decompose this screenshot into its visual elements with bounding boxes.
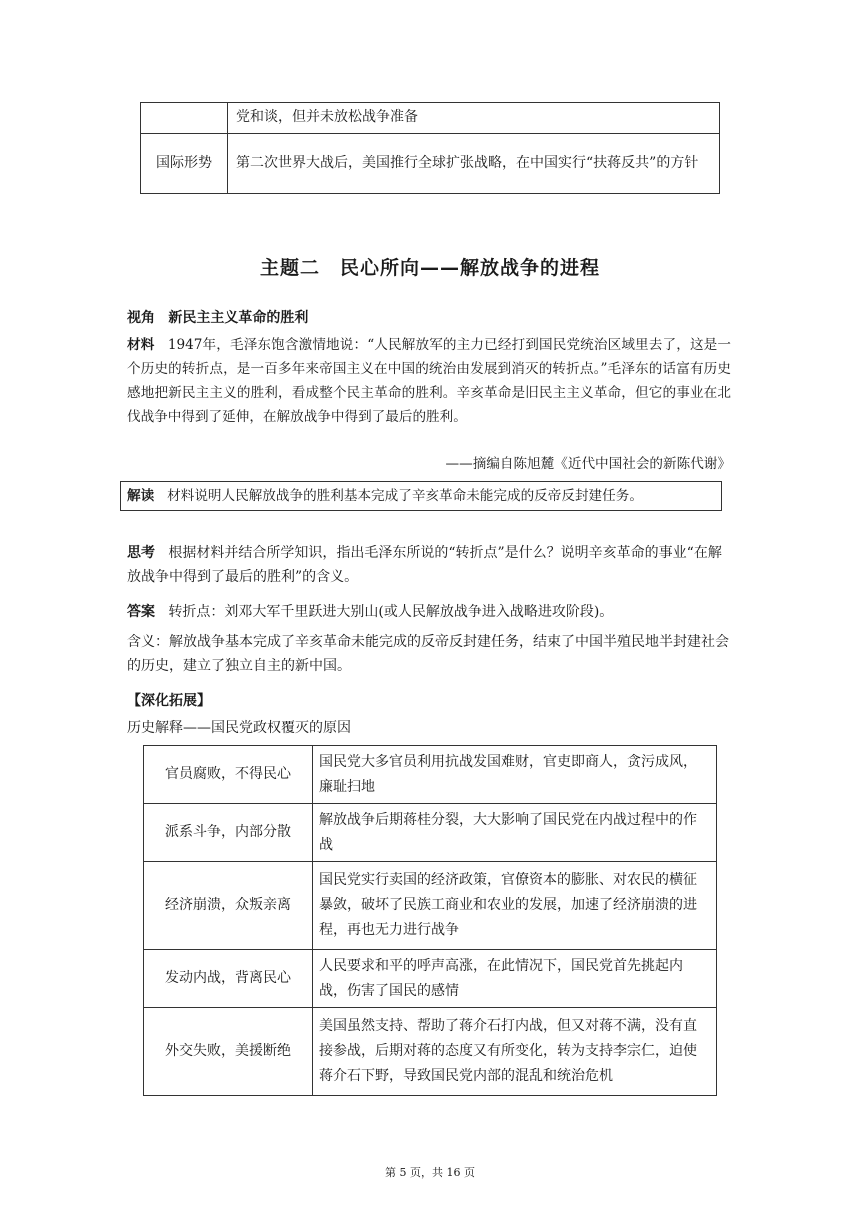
interpretation-box — [120, 481, 722, 511]
table-cell: 第二次世界大战后，美国推行全球扩张战略，在中国实行“扶蒋反共”的方针 — [228, 134, 720, 194]
answer-line — [127, 600, 731, 624]
page-footer: 第 5 页，共 16 页 — [385, 1166, 475, 1179]
perspective-line — [127, 306, 731, 330]
table-cell: 党和谈，但并未放松战争准备 — [228, 103, 720, 134]
table-cell-empty — [141, 103, 228, 134]
cause-cell: 官员腐败，不得民心 — [144, 746, 313, 804]
extension-label: 【深化拓展】 — [127, 693, 211, 709]
cause-cell: 经济崩溃，众叛亲离 — [144, 862, 313, 950]
causes-table — [143, 745, 717, 1096]
material-paragraph — [127, 333, 731, 429]
material-label: 材料 — [127, 337, 155, 353]
answer-text: 转折点：刘邓大军千里跃进大别山(或人民解放战争进入战略进攻阶段)。 — [168, 604, 614, 620]
answer-meaning: 含义：解放战争基本完成了辛亥革命未能完成的反帝反封建任务，结束了中国半殖民地半封建社会的历史，建立了独立自主的新中国。 — [127, 634, 729, 674]
cause-cell: 发动内战，背离民心 — [144, 950, 313, 1008]
table-cell-label: 国际形势 — [141, 134, 228, 194]
detail-cell: 人民要求和平的呼声高涨，在此情况下，国民党首先挑起内战，伤害了国民的感情 — [313, 950, 717, 1008]
detail-cell: 美国虽然支持、帮助了蒋介石打内战，但又对蒋不满，没有直接参战，后期对蒋的态度又有所变化，转为支持李宗仁，迫使蒋介石下野，导致国民党内部的混乱和统治危机 — [313, 1008, 717, 1096]
table-row — [144, 862, 717, 950]
extension-subtitle: 历史解释——国民党政权覆灭的原因 — [127, 720, 351, 736]
material-text: 1947年，毛泽东饱含激情地说：“人民解放军的主力已经打到国民党统治区域里去了，这是一个历史的转折点，是一百多年来帝国主义在中国的统治由发展到消灭的转折点。”毛泽东的话富有历史感地把新民主主义的胜利，看成整个民主革命的胜利。辛亥革命是旧民主主义革命，但它的事业在北伐战争中得到了延伸，在解放战争中得到了最后的胜利。 — [127, 337, 731, 425]
interpretation-text: 材料说明人民解放战争的胜利基本完成了辛亥革命未能完成的反帝反封建任务。 — [167, 488, 643, 504]
section-heading: 主题二 民心所向——解放战争的进程 — [259, 257, 600, 279]
perspective-label: 视角 — [127, 310, 155, 326]
detail-cell: 国民党实行卖国的经济政策，官僚资本的膨胀、对农民的横征暴敛，破坏了民族工商业和农业的发展，加速了经济崩溃的进程，再也无力进行战争 — [313, 862, 717, 950]
interpretation-label: 解读 — [127, 488, 155, 504]
question-label: 思考 — [127, 545, 155, 561]
table-row — [141, 103, 720, 134]
table-row — [144, 950, 717, 1008]
cause-cell: 派系斗争，内部分散 — [144, 804, 313, 862]
cause-cell: 外交失败，美援断绝 — [144, 1008, 313, 1096]
top-table — [140, 102, 720, 194]
question-text: 根据材料并结合所学知识，指出毛泽东所说的“转折点”是什么？说明辛亥革命的事业“在解放战争中得到了最后的胜利”的含义。 — [127, 545, 722, 585]
detail-cell: 国民党大多官员利用抗战发国难财，官吏即商人，贪污成风，廉耻扫地 — [313, 746, 717, 804]
table-row — [144, 1008, 717, 1096]
question-paragraph — [127, 541, 731, 589]
table-row — [141, 134, 720, 194]
table-row — [144, 804, 717, 862]
table-row — [144, 746, 717, 804]
detail-cell: 解放战争后期蒋桂分裂，大大影响了国民党在内战过程中的作战 — [313, 804, 717, 862]
perspective-title: 新民主主义革命的胜利 — [168, 310, 309, 326]
answer-label: 答案 — [127, 604, 155, 620]
material-source: ——摘编自陈旭麓《近代中国社会的新陈代谢》 — [445, 456, 731, 472]
